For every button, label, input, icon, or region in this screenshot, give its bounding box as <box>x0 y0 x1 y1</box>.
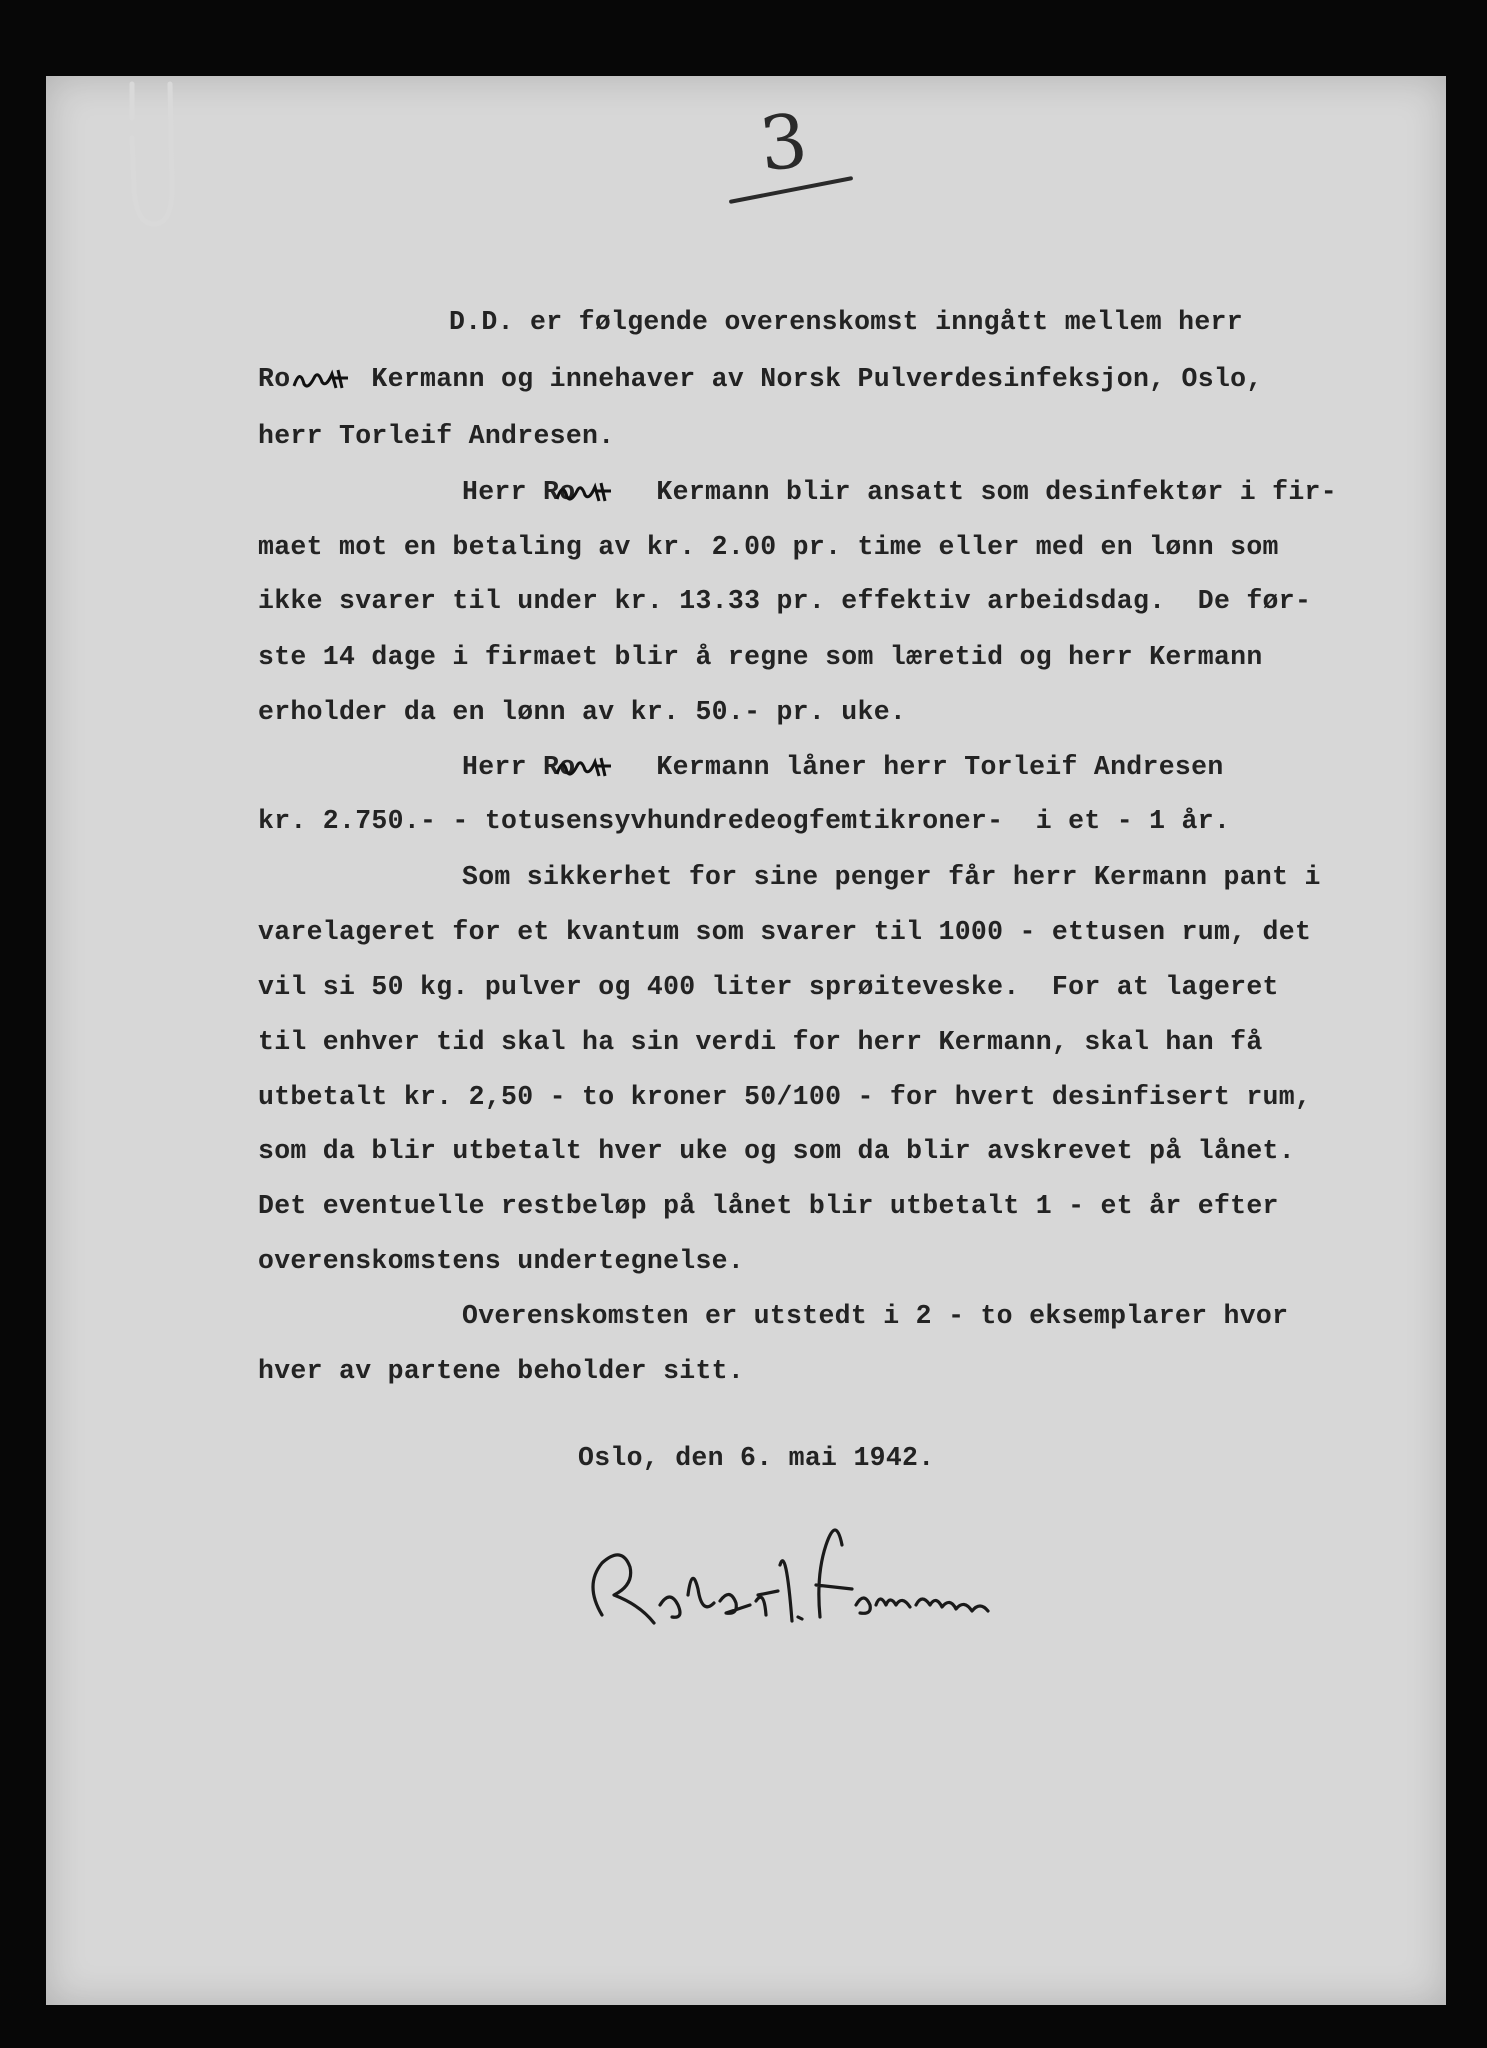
document-line: Ro Kermann og innehaver av Norsk Pulverdesinfeksjon, Oslo, <box>258 364 1263 394</box>
handwritten-correction-mark <box>555 754 613 780</box>
document-line: maet mot en betaling av kr. 2.00 pr. time eller med en lønn som <box>258 532 1279 562</box>
document-line: til enhver tid skal ha sin verdi for herr Kermann, skal han få <box>258 1027 1263 1057</box>
document-line: Herr Ro Kermann låner herr Torleif Andresen <box>462 752 1224 782</box>
document-line: som da blir utbetalt hver uke og som da blir avskrevet på lånet. <box>258 1136 1295 1166</box>
document-line: varelageret for et kvantum som svarer til 1000 - ettusen rum, det <box>258 917 1312 947</box>
document-line: erholder da en lønn av kr. 50.- pr. uke. <box>258 697 907 727</box>
document-line: ste 14 dage i firmaet blir å regne som læretid og herr Kermann <box>258 642 1263 672</box>
document-line: utbetalt kr. 2,50 - to kroner 50/100 - for hvert desinfisert rum, <box>258 1082 1312 1112</box>
document-line: ikke svarer til under kr. 13.33 pr. effektiv arbeidsdag. De før- <box>258 586 1312 616</box>
binder-clip-mark <box>118 78 178 228</box>
page-number: 3 <box>755 97 812 189</box>
document-line: vil si 50 kg. pulver og 400 liter sprøiteveske. For at lageret <box>258 972 1279 1002</box>
document-line: herr Torleif Andresen. <box>258 421 615 451</box>
place-date: Oslo, den 6. mai 1942. <box>578 1443 935 1473</box>
document-line: overenskomstens undertegnelse. <box>258 1246 745 1276</box>
document-line: hver av partene beholder sitt. <box>258 1356 745 1386</box>
document-line: Herr Ro Kermann blir ansatt som desinfektør i fir- <box>462 477 1337 507</box>
document-line: D.D. er følgende overenskomst inngått mellem herr <box>449 307 1243 337</box>
handwritten-correction-mark <box>292 366 350 392</box>
handwritten-correction-mark <box>555 479 613 505</box>
signature <box>580 1505 1020 1645</box>
document-line: Som sikkerhet for sine penger får herr Kermann pant i <box>462 862 1321 892</box>
document-line: Overenskomsten er utstedt i 2 - to eksemplarer hvor <box>462 1301 1289 1331</box>
document-line: Det eventuelle restbeløp på lånet blir utbetalt 1 - et år efter <box>258 1191 1279 1221</box>
document-line: kr. 2.750.- - totusensyvhundredeogfemtikroner- i et - 1 år. <box>258 806 1231 836</box>
